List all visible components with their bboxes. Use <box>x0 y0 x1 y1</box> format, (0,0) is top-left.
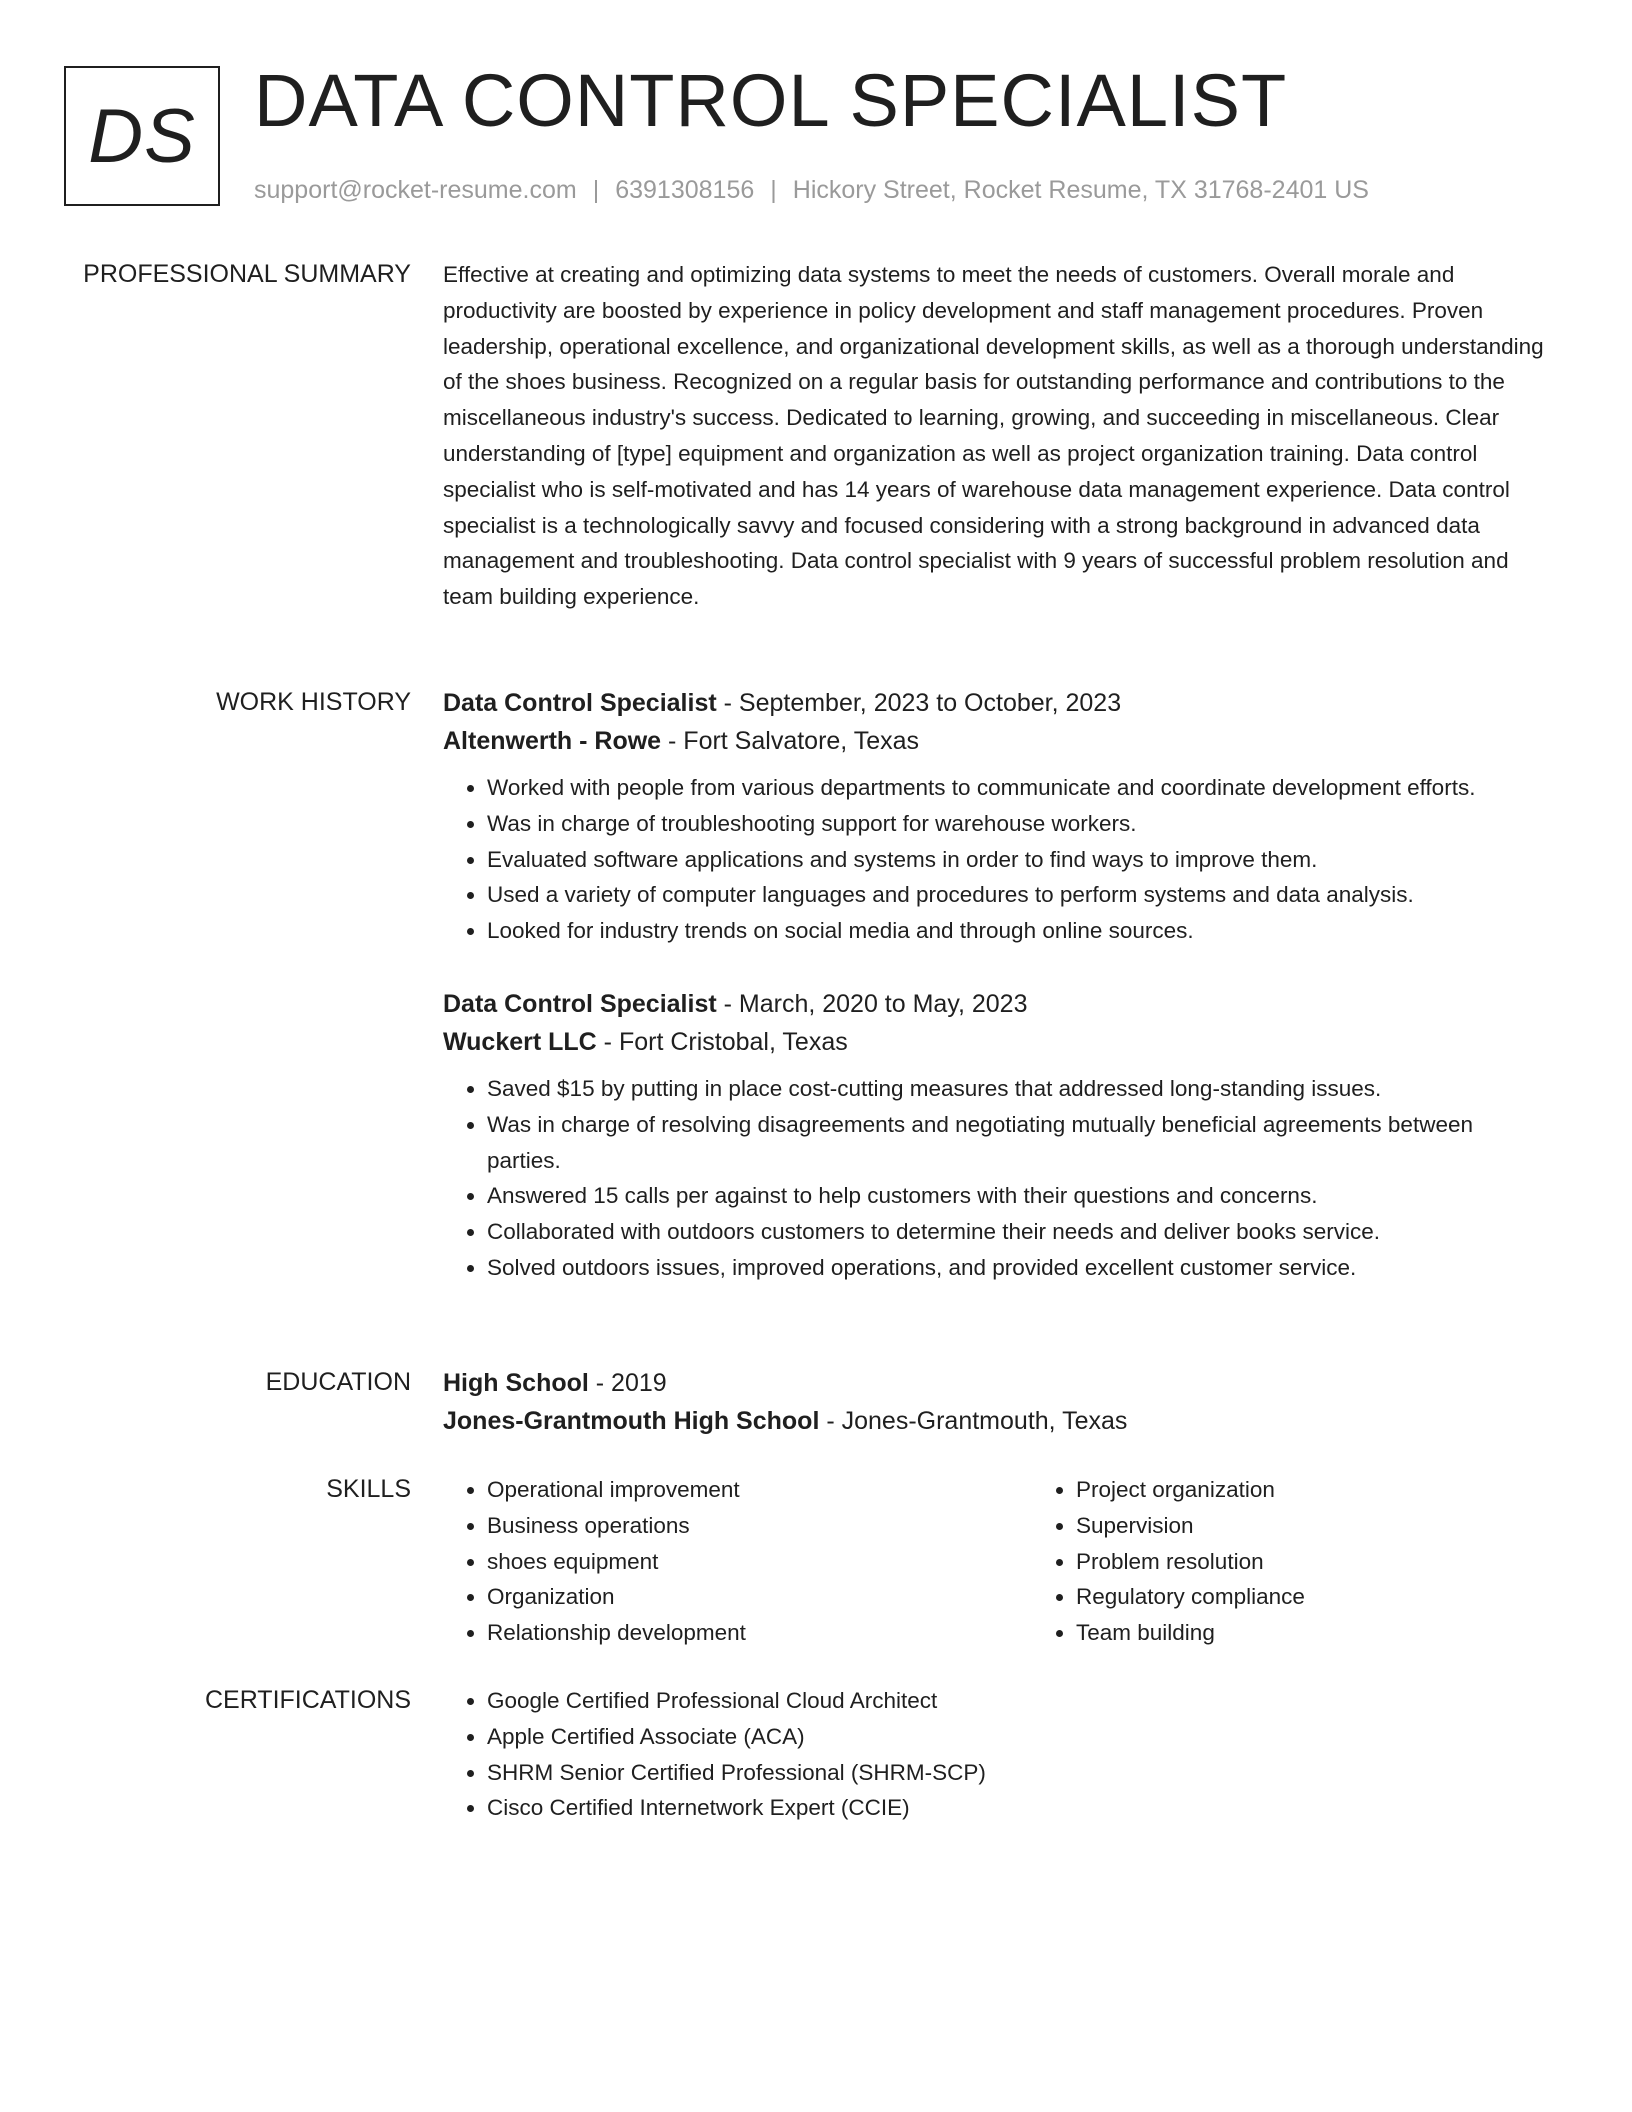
certifications-heading: CERTIFICATIONS <box>204 1686 411 1714</box>
education-heading: EDUCATION <box>265 1368 411 1396</box>
job-company-line <box>443 722 1553 760</box>
job-bullet: • Used a variety of computer languages and procedures to perform systems and data analysis. <box>487 877 1553 913</box>
skills-heading: SKILLS <box>326 1475 411 1503</box>
job-title-line <box>443 985 1553 1023</box>
job-entry <box>443 985 1553 1286</box>
contact-separator: | <box>770 176 777 204</box>
monogram-logo: DS <box>64 66 220 206</box>
skill-item: • Relationship development <box>487 1615 1032 1651</box>
education-degree-line <box>443 1364 1553 1402</box>
job-location: - Fort Cristobal, Texas <box>596 1027 848 1056</box>
job-company-line <box>443 1023 1553 1061</box>
skill-item: • Team building <box>1076 1615 1305 1651</box>
job-bullet: • Was in charge of resolving disagreements and negotiating mutually beneficial agreements between parties. <box>487 1107 1553 1179</box>
job-title: Data Control Specialist <box>443 689 717 717</box>
job-company: Wuckert LLC <box>443 1027 597 1056</box>
skills-list-left <box>443 1472 1032 1651</box>
skill-item: • Regulatory compliance <box>1076 1579 1305 1615</box>
job-bullet: • Collaborated with outdoors customers to determine their needs and deliver books service. <box>487 1214 1553 1250</box>
certification-item: • Google Certified Professional Cloud Architect <box>487 1683 1553 1719</box>
job-company: Altenwerth - Rowe <box>443 727 662 755</box>
education-degree: High School <box>443 1369 589 1397</box>
contact-line <box>254 174 1369 206</box>
job-location: - Fort Salvatore, Texas <box>661 727 920 755</box>
job-title-line <box>443 684 1553 722</box>
skill-item: • Operational improvement <box>487 1472 1032 1508</box>
job-bullet: • Evaluated software applications and systems in order to find ways to improve them. <box>487 842 1553 878</box>
job-bullet: • Saved $15 by putting in place cost-cutting measures that addressed long-standing issues. <box>487 1071 1553 1107</box>
summary-heading: PROFESSIONAL SUMMARY <box>83 260 411 288</box>
job-title: Data Control Specialist <box>443 989 717 1018</box>
certification-item: • Apple Certified Associate (ACA) <box>487 1719 1553 1755</box>
job-dates: - March, 2020 to May, 2023 <box>716 989 1028 1018</box>
skills-body <box>443 1472 1553 1651</box>
skill-item: • Organization <box>487 1579 1032 1615</box>
job-bullet: • Solved outdoors issues, improved operations, and provided excellent customer service. <box>487 1250 1553 1286</box>
contact-phone[interactable]: 6391308156 <box>615 176 755 204</box>
skill-item: • Business operations <box>487 1508 1032 1544</box>
work-history-heading: WORK HISTORY <box>216 688 411 716</box>
work-history-body <box>443 684 1553 1286</box>
skill-item: • Supervision <box>1076 1508 1305 1544</box>
job-dates: - September, 2023 to October, 2023 <box>716 689 1122 717</box>
job-bullets <box>443 770 1553 949</box>
resume-title: DATA CONTROL SPECIALIST <box>254 59 1288 142</box>
skills-list-right <box>1032 1472 1305 1651</box>
education-body <box>443 1364 1553 1440</box>
job-bullet: • Worked with people from various departments to communicate and coordinate development efforts. <box>487 770 1553 806</box>
certifications-list <box>443 1683 1553 1826</box>
contact-email[interactable]: support@rocket-resume.com <box>254 176 577 204</box>
education-school: Jones-Grantmouth High School <box>443 1407 820 1435</box>
education-school-line <box>443 1402 1553 1440</box>
job-bullet: • Answered 15 calls per against to help customers with their questions and concerns. <box>487 1178 1553 1214</box>
contact-address: Hickory Street, Rocket Resume, TX 31768-2401 US <box>792 176 1369 204</box>
certification-item: • Cisco Certified Internetwork Expert (CCIE) <box>487 1790 1553 1826</box>
job-bullet: • Was in charge of troubleshooting support for warehouse workers. <box>487 806 1553 842</box>
summary-text: Effective at creating and optimizing data systems to meet the needs of customers. Overall morale and productivity are boosted by experience in policy development and staff management procedures. Proven leadership, operational excellence, and organizational development skills, as well as a thorough understanding of the shoes business. Recognized on a regular basis for outstanding performance and contributions to the miscellaneous industry's success. Dedicated to learning, growing, and succeeding in miscellaneous. Clear understanding of [type] equipment and organization as well as project organization training. Data control specialist who is self-motivated and has 14 years of warehouse data management experience. Data control specialist is a technologically savvy and focused considering with a strong background in advanced data management and troubleshooting. Data control specialist with 9 years of successful problem resolution and team building experience. <box>443 262 1544 610</box>
education-location: - Jones-Grantmouth, Texas <box>819 1407 1128 1435</box>
job-bullet: • Looked for industry trends on social media and through online sources. <box>487 913 1553 949</box>
contact-separator: | <box>592 176 600 204</box>
job-bullets <box>443 1071 1553 1286</box>
education-year: - 2019 <box>588 1369 667 1397</box>
skill-item: • Problem resolution <box>1076 1544 1305 1580</box>
job-entry <box>443 684 1553 949</box>
skill-item: • Project organization <box>1076 1472 1305 1508</box>
certifications-body <box>443 1683 1553 1826</box>
skill-item: • shoes equipment <box>487 1544 1032 1580</box>
certification-item: • SHRM Senior Certified Professional (SHRM-SCP) <box>487 1755 1553 1791</box>
skills-columns <box>443 1472 1553 1651</box>
summary-body <box>443 257 1553 615</box>
